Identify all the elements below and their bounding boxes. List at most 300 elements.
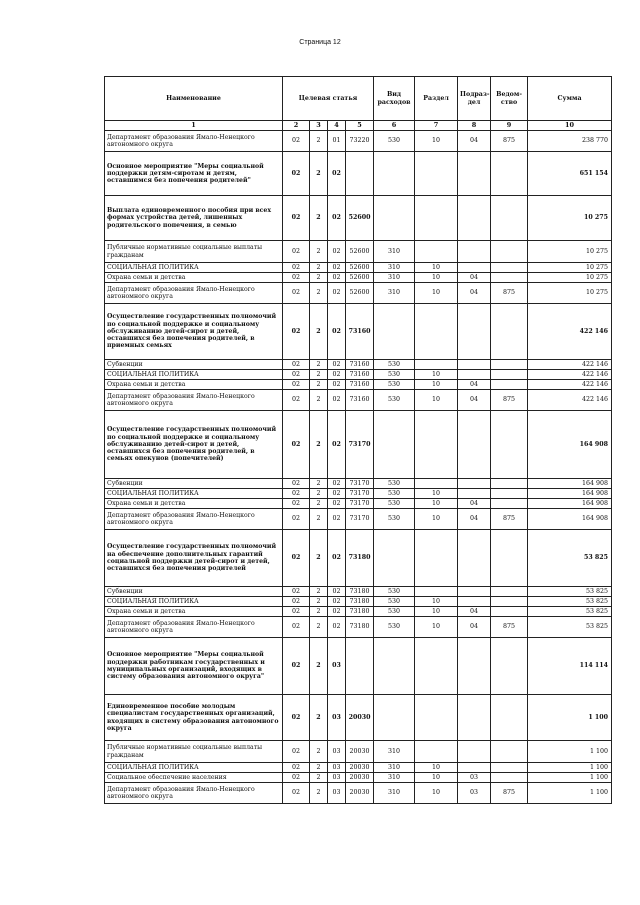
table-row [105, 263, 612, 273]
table-row [105, 617, 612, 638]
row-sum: 164 908 [528, 479, 612, 489]
budget-table [104, 76, 612, 804]
row-program-code: 02 [283, 617, 310, 638]
row-sum: 422 146 [528, 390, 612, 411]
row-department-code [491, 607, 528, 617]
row-name-cell: Департамент образования Ямало-Ненецкого автономного округа [105, 509, 283, 530]
column-number-row [105, 121, 612, 131]
row-program-code: 02 [283, 499, 310, 509]
row-direction-code [346, 152, 374, 196]
row-section [415, 241, 458, 263]
row-section: 10 [415, 131, 458, 152]
row-direction-code: 73180 [346, 587, 374, 597]
row-subsection [458, 695, 491, 741]
row-program-code: 02 [283, 263, 310, 273]
row-program-code: 02 [283, 489, 310, 499]
row-subsection: 04 [458, 607, 491, 617]
row-name-cell: Охрана семьи и детства [105, 499, 283, 509]
row-subprogram-code: 2 [310, 263, 328, 273]
row-subprogram-code: 2 [310, 607, 328, 617]
row-direction-code: 20030 [346, 741, 374, 763]
header-sum: Сумма [528, 77, 612, 121]
row-subsection: 04 [458, 509, 491, 530]
row-department-code: 875 [491, 617, 528, 638]
col-number: 6 [374, 121, 415, 131]
table-row [105, 773, 612, 783]
row-sum: 1 100 [528, 741, 612, 763]
col-number: 9 [491, 121, 528, 131]
header-name: Наименование [105, 77, 283, 121]
row-department-code [491, 273, 528, 283]
row-expense-type: 530 [374, 587, 415, 597]
row-subprogram-code: 2 [310, 411, 328, 479]
table-body [105, 131, 612, 804]
row-event-code: 03 [328, 741, 346, 763]
row-program-code: 02 [283, 304, 310, 360]
row-section [415, 530, 458, 587]
row-subsection [458, 196, 491, 241]
row-program-code: 02 [283, 695, 310, 741]
row-subprogram-code: 2 [310, 370, 328, 380]
row-name-cell: Осуществление государственных полномочий на обеспечение дополнительных гарантий социальной поддержки детей-сирот и детей, оставшихся без попечения родителей [105, 530, 283, 587]
col-number: 1 [105, 121, 283, 131]
row-name-cell: Социальное обеспечение населения [105, 773, 283, 783]
row-name-cell: СОЦИАЛЬНАЯ ПОЛИТИКА [105, 263, 283, 273]
row-subsection [458, 638, 491, 695]
row-name-cell: Субвенции [105, 587, 283, 597]
row-department-code [491, 370, 528, 380]
row-subsection [458, 597, 491, 607]
header-department: Ведом-ство [491, 77, 528, 121]
row-name-cell: Осуществление государственных полномочий по социальной поддержке и социальному обслуживанию детей-сирот и детей, оставшихся без попечения родителей, в приемных семьях [105, 304, 283, 360]
row-subprogram-code: 2 [310, 304, 328, 360]
row-event-code: 02 [328, 360, 346, 370]
row-sum: 1 100 [528, 763, 612, 773]
row-section [415, 741, 458, 763]
table-row [105, 695, 612, 741]
row-program-code: 02 [283, 411, 310, 479]
row-sum: 53 825 [528, 607, 612, 617]
row-expense-type: 530 [374, 131, 415, 152]
row-department-code [491, 360, 528, 370]
row-program-code: 02 [283, 131, 310, 152]
row-name-cell: Охрана семьи и детства [105, 607, 283, 617]
table-row [105, 509, 612, 530]
row-sum: 10 275 [528, 241, 612, 263]
row-expense-type: 530 [374, 597, 415, 607]
row-name-cell: Субвенции [105, 479, 283, 489]
row-section [415, 196, 458, 241]
col-number: 10 [528, 121, 612, 131]
row-event-code: 02 [328, 597, 346, 607]
row-department-code: 875 [491, 283, 528, 304]
row-program-code: 02 [283, 587, 310, 597]
table-row [105, 587, 612, 597]
row-subsection: 04 [458, 390, 491, 411]
table-row [105, 283, 612, 304]
row-program-code: 02 [283, 273, 310, 283]
row-sum: 10 275 [528, 273, 612, 283]
row-subsection [458, 587, 491, 597]
row-sum: 651 154 [528, 152, 612, 196]
row-department-code [491, 587, 528, 597]
row-sum: 53 825 [528, 587, 612, 597]
row-subprogram-code: 2 [310, 587, 328, 597]
row-event-code: 01 [328, 131, 346, 152]
row-direction-code: 73180 [346, 530, 374, 587]
row-subprogram-code: 2 [310, 479, 328, 489]
row-direction-code: 20030 [346, 695, 374, 741]
row-department-code: 875 [491, 390, 528, 411]
table-row [105, 479, 612, 489]
row-department-code [491, 741, 528, 763]
row-program-code: 02 [283, 638, 310, 695]
row-subprogram-code: 2 [310, 773, 328, 783]
row-direction-code: 52600 [346, 196, 374, 241]
row-subsection [458, 530, 491, 587]
row-subsection [458, 741, 491, 763]
row-expense-type: 530 [374, 607, 415, 617]
row-section: 10 [415, 783, 458, 804]
row-program-code: 02 [283, 530, 310, 587]
row-sum: 10 275 [528, 283, 612, 304]
row-subsection: 04 [458, 617, 491, 638]
row-direction-code: 73180 [346, 617, 374, 638]
row-sum: 422 146 [528, 360, 612, 370]
row-subsection [458, 370, 491, 380]
row-sum: 422 146 [528, 304, 612, 360]
row-direction-code: 52600 [346, 283, 374, 304]
row-event-code: 02 [328, 509, 346, 530]
row-name-cell: Департамент образования Ямало-Ненецкого автономного округа [105, 390, 283, 411]
row-subsection: 04 [458, 273, 491, 283]
row-expense-type: 530 [374, 370, 415, 380]
row-section [415, 587, 458, 597]
table-row [105, 152, 612, 196]
col-number: 2 [283, 121, 310, 131]
row-program-code: 02 [283, 509, 310, 530]
row-event-code: 02 [328, 283, 346, 304]
row-name-cell: Осуществление государственных полномочий по социальной поддержке и социальному обслуживанию детей-сирот и детей, оставшихся без попечения родителей, в семьях опекунов (попечителей) [105, 411, 283, 479]
row-event-code: 03 [328, 695, 346, 741]
row-subprogram-code: 2 [310, 273, 328, 283]
table-row [105, 741, 612, 763]
row-subsection: 04 [458, 380, 491, 390]
row-expense-type: 310 [374, 763, 415, 773]
row-sum: 164 908 [528, 509, 612, 530]
row-subsection [458, 263, 491, 273]
row-program-code: 02 [283, 783, 310, 804]
row-direction-code: 20030 [346, 783, 374, 804]
row-subprogram-code: 2 [310, 695, 328, 741]
row-department-code [491, 773, 528, 783]
row-expense-type: 530 [374, 390, 415, 411]
row-section: 10 [415, 390, 458, 411]
row-expense-type [374, 196, 415, 241]
row-section [415, 411, 458, 479]
row-department-code [491, 411, 528, 479]
table-row [105, 273, 612, 283]
row-subprogram-code: 2 [310, 509, 328, 530]
row-event-code: 02 [328, 390, 346, 411]
row-name-cell: Охрана семьи и детства [105, 380, 283, 390]
table-row [105, 783, 612, 804]
row-sum: 53 825 [528, 597, 612, 607]
row-subprogram-code: 2 [310, 390, 328, 411]
row-department-code [491, 763, 528, 773]
table-row [105, 304, 612, 360]
table-row [105, 763, 612, 773]
row-event-code: 03 [328, 773, 346, 783]
row-direction-code: 20030 [346, 773, 374, 783]
row-sum: 164 908 [528, 489, 612, 499]
row-section [415, 695, 458, 741]
row-subprogram-code: 2 [310, 617, 328, 638]
row-name-cell: Основное мероприятие "Меры социальной поддержки работникам государственных и муниципальных организаций, входящих в систему образования автономного округа" [105, 638, 283, 695]
row-name-cell: Департамент образования Ямало-Ненецкого автономного округа [105, 617, 283, 638]
row-name-cell: Департамент образования Ямало-Ненецкого автономного округа [105, 131, 283, 152]
row-department-code [491, 152, 528, 196]
row-subsection [458, 411, 491, 479]
table-row [105, 499, 612, 509]
row-event-code: 02 [328, 304, 346, 360]
row-subsection [458, 479, 491, 489]
row-direction-code: 73220 [346, 131, 374, 152]
row-sum: 1 100 [528, 773, 612, 783]
row-direction-code [346, 638, 374, 695]
row-department-code [491, 263, 528, 273]
row-subprogram-code: 2 [310, 131, 328, 152]
row-expense-type: 530 [374, 499, 415, 509]
row-department-code [491, 530, 528, 587]
row-program-code: 02 [283, 773, 310, 783]
row-direction-code: 73170 [346, 489, 374, 499]
row-direction-code: 73170 [346, 499, 374, 509]
row-expense-type [374, 530, 415, 587]
row-name-cell: Выплата единовременного пособия при всех формах устройства детей, лишенных родительского попечения, в семью [105, 196, 283, 241]
row-direction-code: 52600 [346, 273, 374, 283]
row-program-code: 02 [283, 597, 310, 607]
row-department-code [491, 695, 528, 741]
row-program-code: 02 [283, 741, 310, 763]
row-expense-type: 310 [374, 773, 415, 783]
table-row [105, 131, 612, 152]
table-row [105, 196, 612, 241]
row-department-code [491, 196, 528, 241]
row-name-cell: Департамент образования Ямало-Ненецкого автономного округа [105, 283, 283, 304]
table-row [105, 489, 612, 499]
row-sum: 10 275 [528, 263, 612, 273]
row-direction-code: 73180 [346, 607, 374, 617]
row-program-code: 02 [283, 241, 310, 263]
row-subprogram-code: 2 [310, 499, 328, 509]
row-program-code: 02 [283, 196, 310, 241]
row-subsection: 04 [458, 283, 491, 304]
row-section: 10 [415, 597, 458, 607]
row-event-code: 02 [328, 617, 346, 638]
row-event-code: 03 [328, 638, 346, 695]
row-department-code: 875 [491, 783, 528, 804]
row-section [415, 304, 458, 360]
row-program-code: 02 [283, 152, 310, 196]
row-expense-type [374, 638, 415, 695]
row-subprogram-code: 2 [310, 241, 328, 263]
row-event-code: 02 [328, 380, 346, 390]
row-program-code: 02 [283, 390, 310, 411]
row-subprogram-code: 2 [310, 530, 328, 587]
page-number-label: Страница 12 [299, 39, 341, 46]
table-row [105, 380, 612, 390]
col-number: 8 [458, 121, 491, 131]
row-event-code: 02 [328, 499, 346, 509]
table-row [105, 638, 612, 695]
row-section: 10 [415, 273, 458, 283]
row-section: 10 [415, 370, 458, 380]
row-department-code [491, 241, 528, 263]
row-event-code: 03 [328, 783, 346, 804]
row-event-code: 02 [328, 370, 346, 380]
row-event-code: 02 [328, 587, 346, 597]
row-direction-code: 73180 [346, 597, 374, 607]
row-section [415, 360, 458, 370]
row-direction-code: 73160 [346, 390, 374, 411]
row-expense-type: 530 [374, 489, 415, 499]
row-expense-type: 310 [374, 263, 415, 273]
row-direction-code: 73170 [346, 479, 374, 489]
row-subsection [458, 241, 491, 263]
row-subsection [458, 489, 491, 499]
row-sum: 114 114 [528, 638, 612, 695]
row-program-code: 02 [283, 370, 310, 380]
row-direction-code: 20030 [346, 763, 374, 773]
row-section: 10 [415, 607, 458, 617]
table-row [105, 607, 612, 617]
row-department-code [491, 489, 528, 499]
row-sum: 1 100 [528, 783, 612, 804]
table-row [105, 597, 612, 607]
row-subprogram-code: 2 [310, 489, 328, 499]
row-event-code: 03 [328, 763, 346, 773]
row-direction-code: 73160 [346, 370, 374, 380]
row-event-code: 02 [328, 479, 346, 489]
row-expense-type [374, 411, 415, 479]
row-event-code: 02 [328, 489, 346, 499]
row-expense-type [374, 695, 415, 741]
row-name-cell: Публичные нормативные социальные выплаты гражданам [105, 741, 283, 763]
row-department-code [491, 597, 528, 607]
row-direction-code: 73160 [346, 380, 374, 390]
row-section: 10 [415, 283, 458, 304]
row-event-code: 02 [328, 263, 346, 273]
row-name-cell: СОЦИАЛЬНАЯ ПОЛИТИКА [105, 597, 283, 607]
row-department-code [491, 638, 528, 695]
row-program-code: 02 [283, 607, 310, 617]
row-subprogram-code: 2 [310, 152, 328, 196]
row-section: 10 [415, 509, 458, 530]
row-expense-type: 530 [374, 479, 415, 489]
row-section: 10 [415, 773, 458, 783]
row-expense-type: 530 [374, 360, 415, 370]
row-section: 10 [415, 380, 458, 390]
row-subprogram-code: 2 [310, 638, 328, 695]
row-direction-code: 52600 [346, 263, 374, 273]
row-subsection: 03 [458, 783, 491, 804]
row-subsection: 04 [458, 131, 491, 152]
header-section: Раздел [415, 77, 458, 121]
row-subprogram-code: 2 [310, 741, 328, 763]
row-department-code [491, 380, 528, 390]
row-expense-type: 530 [374, 617, 415, 638]
row-expense-type: 310 [374, 783, 415, 804]
row-department-code: 875 [491, 131, 528, 152]
row-section [415, 638, 458, 695]
col-number: 4 [328, 121, 346, 131]
row-subsection [458, 152, 491, 196]
row-event-code: 02 [328, 196, 346, 241]
row-direction-code: 73170 [346, 509, 374, 530]
row-event-code: 02 [328, 607, 346, 617]
row-program-code: 02 [283, 360, 310, 370]
row-subsection: 04 [458, 499, 491, 509]
row-sum: 422 146 [528, 380, 612, 390]
row-program-code: 02 [283, 763, 310, 773]
row-department-code [491, 479, 528, 489]
row-section [415, 479, 458, 489]
row-subprogram-code: 2 [310, 196, 328, 241]
row-expense-type: 310 [374, 241, 415, 263]
row-subsection [458, 360, 491, 370]
row-expense-type: 530 [374, 380, 415, 390]
row-direction-code: 73160 [346, 304, 374, 360]
row-direction-code: 73160 [346, 360, 374, 370]
row-program-code: 02 [283, 479, 310, 489]
row-name-cell: Публичные нормативные социальные выплаты гражданам [105, 241, 283, 263]
row-sum: 10 275 [528, 196, 612, 241]
row-sum: 164 908 [528, 499, 612, 509]
row-subsection [458, 304, 491, 360]
table-row [105, 370, 612, 380]
row-event-code: 02 [328, 411, 346, 479]
row-section: 10 [415, 489, 458, 499]
row-event-code: 02 [328, 152, 346, 196]
col-number: 7 [415, 121, 458, 131]
row-name-cell: СОЦИАЛЬНАЯ ПОЛИТИКА [105, 489, 283, 499]
row-subsection [458, 763, 491, 773]
row-section: 10 [415, 499, 458, 509]
row-name-cell: Основное мероприятие "Меры социальной поддержки детям-сиротам и детям, оставшимся без попечения родителей" [105, 152, 283, 196]
row-direction-code: 52600 [346, 241, 374, 263]
row-expense-type [374, 304, 415, 360]
row-sum: 1 100 [528, 695, 612, 741]
row-event-code: 02 [328, 273, 346, 283]
row-program-code: 02 [283, 380, 310, 390]
row-sum: 53 825 [528, 530, 612, 587]
row-sum: 53 825 [528, 617, 612, 638]
header-target-article: Целевая статья [283, 77, 374, 121]
row-section [415, 152, 458, 196]
row-name-cell: СОЦИАЛЬНАЯ ПОЛИТИКА [105, 763, 283, 773]
row-sum: 422 146 [528, 370, 612, 380]
header-expense-type: Вид расходов [374, 77, 415, 121]
row-name-cell: Охрана семьи и детства [105, 273, 283, 283]
row-department-code [491, 499, 528, 509]
row-expense-type: 310 [374, 283, 415, 304]
row-program-code: 02 [283, 283, 310, 304]
table-row [105, 241, 612, 263]
table-header [105, 77, 612, 131]
row-subsection: 03 [458, 773, 491, 783]
row-subprogram-code: 2 [310, 360, 328, 370]
